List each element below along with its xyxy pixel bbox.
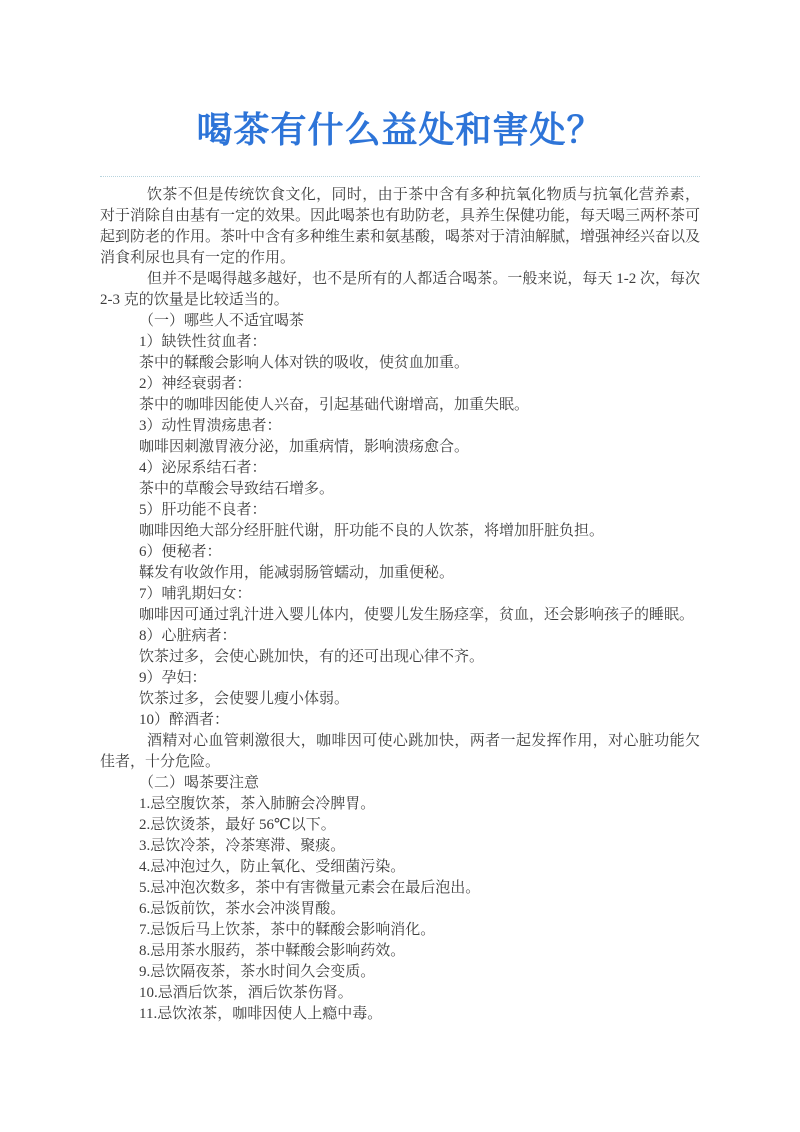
section1-item-10-desc: 酒精对心血管刺激很大，咖啡因可使心跳加快，两者一起发挥作用，对心脏功能欠佳者，十分危险。 [100,733,700,770]
section2-tip-5: 5.忌冲泡次数多，茶中有害微量元素会在最后泡出。 [139,880,481,896]
section2-tip-10: 10.忌酒后饮茶，酒后饮茶伤肾。 [139,985,353,1001]
page-title: 喝茶有什么益处和害处？ [196,110,604,150]
section1-item-2-desc: 茶中的咖啡因能使人兴奋，引起基础代谢增高，加重失眠。 [139,397,530,413]
section2-tip-4: 4.忌冲泡过久，防止氧化、受细菌污染。 [139,859,406,875]
section1-item-8-desc: 饮茶过多，会使心跳加快，有的还可出现心律不齐。 [139,649,485,665]
section1-item-2-label: 2）神经衰弱者： [139,376,252,392]
section1-item-9-desc: 饮茶过多，会使婴儿瘦小体弱。 [139,691,350,707]
section1-item-5-desc: 咖啡因绝大部分经肝脏代谢，肝功能不良的人饮茶，将增加肝脏负担。 [139,523,605,539]
section1-item-6-label: 6）便秘者： [139,544,222,560]
section1-item-3-label: 3）动性胃溃疡患者： [139,418,282,434]
section1-heading: （一）哪些人不适宜喝茶 [139,313,305,329]
section2-tip-7: 7.忌饭后马上饮茶，茶中的鞣酸会影响消化。 [139,922,436,938]
intro-paragraph-1: 饮茶不但是传统饮食文化，同时，由于茶中含有多种抗氧化物质与抗氧化营养素，对于消除自由基有一定的效果。因此喝茶也有助防老，具养生保健功能，每天喝三两杯茶可起到防老的作用。茶叶中含有多种维生素和氨基酸，喝茶对于清油解腻，增强神经兴奋以及消食利尿也具有一定的作用。 [100,187,701,266]
section2-tip-2: 2.忌饮烫茶，最好 56℃以下。 [139,817,336,833]
section2-tip-8: 8.忌用茶水服药，茶中鞣酸会影响药效。 [139,943,406,959]
section2-tip-11: 11.忌饮浓茶，咖啡因使人上瘾中毒。 [139,1006,383,1022]
section1-item-3-desc: 咖啡因刺激胃液分泌，加重病情，影响溃疡愈合。 [139,439,470,455]
section1-item-7-label: 7）哺乳期妇女： [139,586,252,602]
section1-item-7-desc: 咖啡因可通过乳汁进入婴儿体内，使婴儿发生肠痉挛，贫血，还会影响孩子的睡眠。 [139,607,695,623]
section1-item-1-desc: 茶中的鞣酸会影响人体对铁的吸收，使贫血加重。 [139,355,470,371]
document-body [0,177,800,1025]
section2-tip-9: 9.忌饮隔夜茶，茶水时间久会变质。 [139,964,376,980]
section1-item-10-label: 10）醉酒者： [139,712,230,728]
section2-heading: （二）喝茶要注意 [139,775,260,791]
section1-item-6-desc: 鞣发有收敛作用，能减弱肠管蠕动，加重便秘。 [139,565,455,581]
section1-item-8-label: 8）心脏病者： [139,628,237,644]
section2-tip-3: 3.忌饮冷茶，冷茶寒滞、聚痰。 [139,838,346,854]
section2-tip-6: 6.忌饭前饮，茶水会冲淡胃酸。 [139,901,346,917]
intro-paragraph-2: 但并不是喝得越多越好，也不是所有的人都适合喝茶。一般来说，每天 1-2 次，每次 2-3 克的饮量是比较适当的。 [100,271,700,308]
section1-item-4-desc: 茶中的草酸会导致结石增多。 [139,481,335,497]
section1-item-4-label: 4）泌尿系结石者： [139,460,267,476]
section1-item-5-label: 5）肝功能不良者： [139,502,267,518]
section1-item-1-label: 1）缺铁性贫血者： [139,334,267,350]
section2-tip-1: 1.忌空腹饮茶，茶入肺腑会冷脾胃。 [139,796,376,812]
section1-item-9-label: 9）孕妇： [139,670,207,686]
